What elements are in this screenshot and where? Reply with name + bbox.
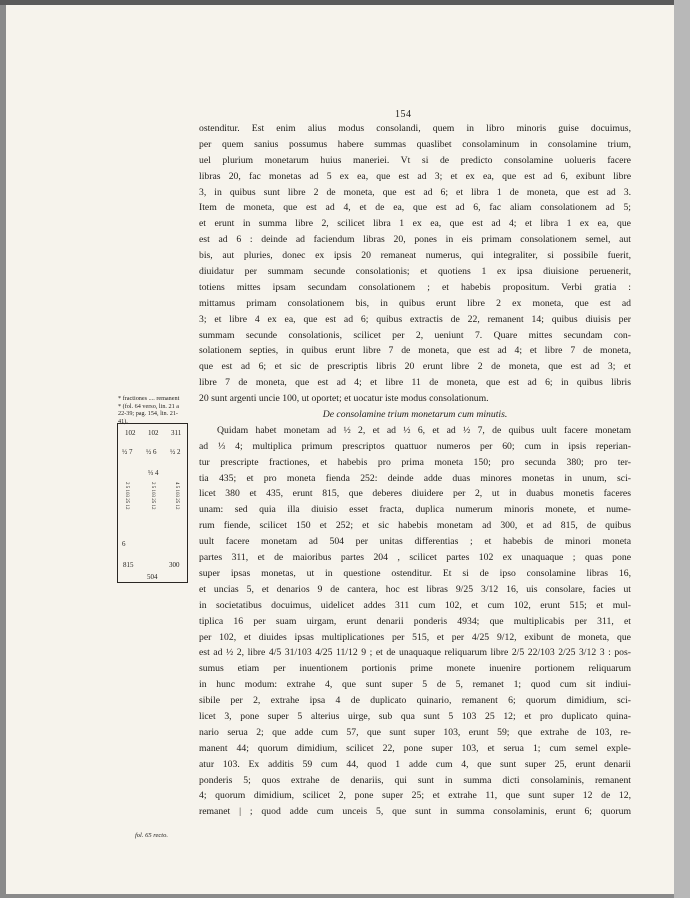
table-mid: ⅓ 4: [148, 469, 159, 477]
text-line: ponderis 5; quos extrahe de denariis, qui sunt in summa dicti consolaminis, remanent: [199, 774, 631, 786]
text-line: tur prescripte fractiones, et habebis pro prima moneta 150; pro secunda 380; pro ter-: [199, 456, 631, 468]
text-line: Item de moneta, que est ad 4, et de ea, que est ad 6, fac aliam consolationem ad 5;: [199, 202, 631, 214]
margin-note: * fractiones .... remanent * (fol. 64 verso, lin. 21 a 22-39; pag. 154, lin. 21-41).: [118, 395, 180, 425]
table-row2-2: ½ 6: [146, 448, 157, 456]
scan-right-edge: [674, 0, 690, 898]
text-line: licet 3, pone super 5 alterius uirge, sub qua sunt 5 103 25 12; et pro duplicato quina-: [199, 710, 631, 722]
text-line: partes 311, et de maioribus partes 204 , scilicet partes 102 ex unaquaque ; quas pone: [199, 552, 631, 564]
table-top-3: 311: [171, 429, 182, 437]
table-right-col: 4 5 103 25 12: [174, 482, 179, 510]
table-mid-col: 2 5 103 25 12: [150, 482, 155, 510]
text-line: per quem sanius possumus habere summas quaslibet consolaminum in consolamine trium,: [199, 138, 631, 150]
text-line: manent 44; quorum dimidium, scilicet 22, pone super 103, et serua 1; cum semel exple-: [199, 742, 631, 754]
table-row2-1: ½ 7: [122, 448, 133, 456]
text-line: bis, aut pluries, donec ex ipsis 20 remaneat numerus, qui integraliter, si possibile fuerit,: [199, 250, 631, 262]
text-line: ad ⅓ 4; multiplica primum prescriptos quattuor numeros per 60; cum in ipsis reperian-: [199, 440, 631, 452]
text-line: tia 435; et pro moneta fienda 252: deinde adde duas minores monetas in unum, sci-: [199, 472, 631, 484]
text-line: et erunt in summa libre 2, scilicet libra 1 ex ea, que est ad 4; et libra 1 ex ea, que: [199, 218, 631, 230]
table-top-2: 102: [148, 429, 159, 437]
text-line: solationem septies, in quibus erunt libre 7 de moneta, que est ad 4; et libre 7 de moneta,: [199, 345, 631, 357]
text-line: et uncias 5, et denarios 9 de cantera, hoc est libras 9/25 3/12 16, uis consolare, facies ut: [199, 583, 631, 595]
text-line: licet 380 et 435, erunt 815, que deberes diuidere per 2, ut in duabus monetis faceres: [199, 488, 631, 500]
text-line: 3, in quibus sunt libre 2 de moneta, que est ad 6; et libra 1 de moneta, que est ad 3.: [199, 186, 631, 198]
text-line: 3; et libre 4 ex ea, que est ad 6; quibus extractis de 22, remanent 14; quibus diuisis per: [199, 313, 631, 325]
text-line: in societatibus docuimus, uidelicet addes 311 cum 102, et cum 102, erunt 515; et mul-: [199, 599, 631, 611]
table-bottom-left: 815: [123, 561, 134, 569]
text-line: tiplica 16 per suam uirgam, erunt denarii ponderis 4934; que multiplicabis per 311, et: [199, 615, 631, 627]
text-line: 20 sunt argenti uncie 100, ut oportet; et uocatur iste modus consolationum.: [199, 393, 489, 405]
text-line: uult facere monetam ad 504 per unitas differentias ; et habebis de minori moneta: [199, 536, 631, 548]
text-line: per 102, et diuides ipsas multiplicationes per 515, et per 4/25 9/12, exibunt de moneta, que: [199, 631, 631, 643]
text-line: in hunc modum: extrahe 4, que sunt super 5 de 5, remanet 1; quod cum sit indiui-: [199, 679, 631, 691]
text-line: mittamus primam consolationem bis, in quibus erunt libre 2 ex moneta, que est ad: [199, 297, 631, 309]
text-line: remanet | ; quod adde cum unceis 5, que sunt in summa consolaminis, erunt 6; quorum: [199, 806, 631, 818]
text-line: ostenditur. Est enim alius modus consolandi, quem in libro minoris guise docuimus,: [199, 123, 631, 134]
text-line: nario serua 2; que adde cum 57, que sunt super 103, erunt 59; que extrahe de 103, re-: [199, 726, 631, 738]
text-line: libre 7 de moneta, que est ad 4; et libre 11 de moneta, que est ad 6; in quibus libris: [199, 377, 631, 389]
text-line: summam secunde consolationis, scilicet per 2, ueniunt 7. Quare mittes secundam con-: [199, 329, 631, 341]
computation-table: [117, 423, 188, 583]
text-line: diuidatur per summam secunde consolationis; et quotiens 1 ex ipsa diuisione peruenerit,: [199, 266, 631, 278]
table-row2-3: ½ 2: [170, 448, 181, 456]
text-line: totiens mittes ipsam secundam consolationem ; et habebis propositum. Verbi gratia :: [199, 281, 631, 293]
text-line: rum fiende, scilicet 150 et 252; et sic habebis monetam ad 300, et ad 815, de quibus: [199, 520, 631, 532]
table-left-tail: 6: [122, 540, 126, 548]
text-line: atur 103. Ex additis 59 cum 44, quod 1 adde cum 4, que sunt super 25, erunt denarii: [199, 758, 631, 770]
margin-folio-note: fol. 65 recto.: [135, 832, 168, 839]
page-number: 154: [395, 109, 412, 120]
text-line: est ad ½ 2, libre 4/5 31/103 4/25 11/12 9 ; et de unaquaque reliquarum libre 2/5 22/103 2/25 3/12 3 : pos-: [199, 647, 631, 659]
text-line: libras 20, fac monetas ad 5 ex ea, que est ad 3; et ex ea, que est ad 6, exibunt libre: [199, 170, 631, 182]
table-left-col: 2 5 103 25 12: [124, 482, 129, 510]
text-line: est ad 6 : deinde ad faciendum libras 20, pones in eis primam consolationem semel, aut: [199, 234, 631, 246]
text-line: 4; quorum dimidium, scilicet 2, pone super 25; et extrahe 11, que sunt super 12 de 12,: [199, 790, 631, 802]
text-line: sumus etiam per inuentionem portionis prime monete inuenire portionem reliquarum: [199, 663, 631, 675]
table-top-1: 102: [125, 429, 136, 437]
text-line: super ipsas monetas, ut in questione ostenditur. Et si de ipso consolamine libras 16,: [199, 567, 631, 579]
text-line: unam: sed quia illa diuisio esset fracta, duplica numerum minoris monete, et nume-: [199, 504, 631, 516]
main-text: [199, 121, 631, 820]
text-line: Quidam habet monetam ad ½ 2, et ad ½ 6, et ad ½ 7, de quibus uult facere monetam: [217, 424, 631, 436]
text-line: sibile per 2, extrahe ipsa 4 de duplicato quinario, remanent 6; quorum dimidium, sci-: [199, 695, 631, 707]
text-line: que est ad 6; et sic de prescriptis libris 20 erunt libre 2 de moneta, que est ad 3; et: [199, 361, 631, 373]
section-heading: De consolamine trium monetarum cum minutis.: [322, 409, 508, 421]
table-bottom-right: 300: [169, 561, 180, 569]
text-line: uel plurium monetarum huius maneriei. Vt si de predicto consolamine uolueris facere: [199, 154, 631, 166]
table-bottom: 504: [147, 573, 158, 581]
